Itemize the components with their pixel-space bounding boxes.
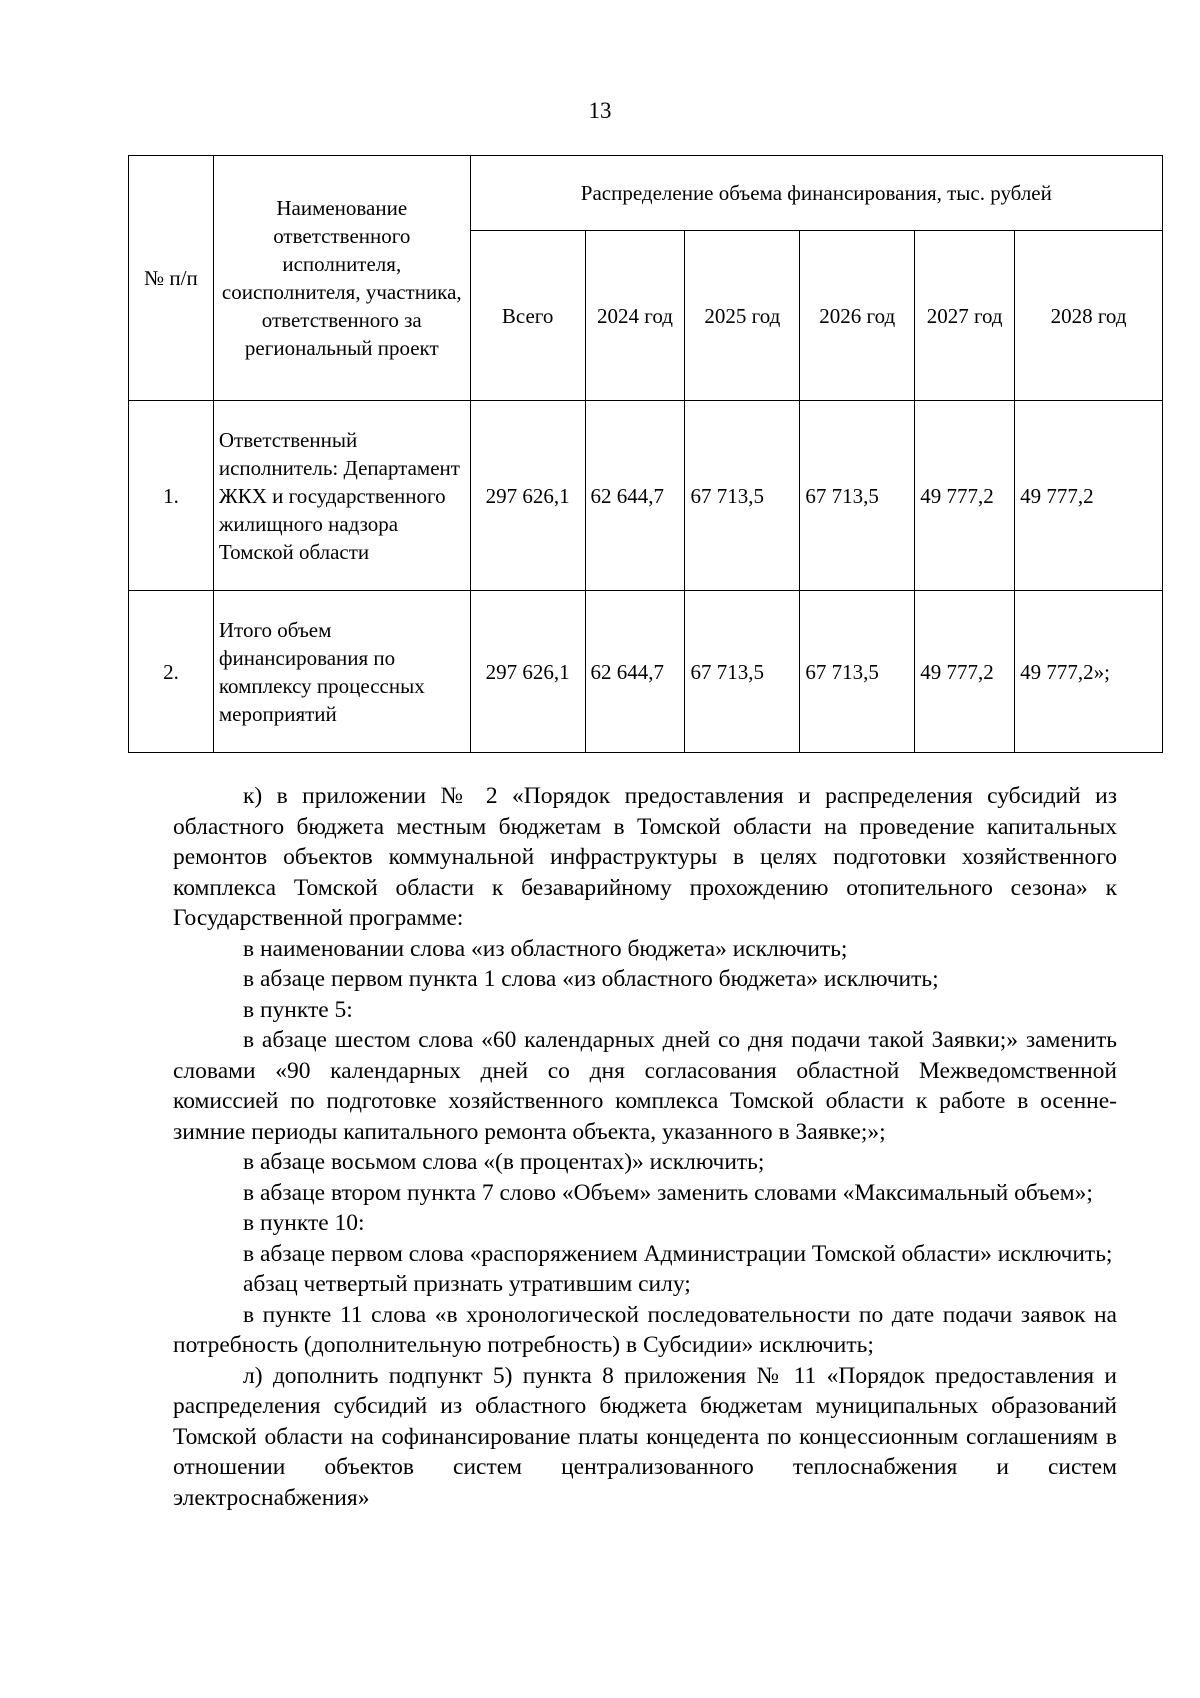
paragraph: в пункте 5: (243, 996, 353, 1023)
paragraph: в абзаце первом пункта 1 слова «из областного бюджета» исключить; (243, 966, 939, 992)
paragraph: в абзаце первом слова «распоряжением Администрации Томской области» исключить; (243, 1240, 1113, 1267)
header-year-2024: 2024 год (585, 231, 685, 401)
paragraph: к) в приложении № 2 «Порядок предоставления и распределения субсидий из областного бюджета местным бюджетам в Томской области на проведение капитальных ремонтов объектов коммунальной инфраструктуры в целях подготовки хозяйственного комплекса Томской области к безаварийному прохождению отопительного сезона» к Государственной программе: (173, 783, 1117, 931)
table-row (129, 401, 1163, 591)
row-value-2025: 67 713,5 (685, 591, 800, 753)
header-year-2026: 2026 год (800, 231, 915, 401)
row-value-2026: 67 713,5 (800, 591, 915, 753)
paragraph: абзац четвертый признать утратившим силу; (243, 1271, 691, 1297)
row-value-2028: 49 777,2»; (1015, 591, 1163, 753)
row-value-2024: 62 644,7 (585, 591, 685, 753)
row-name: Ответственный исполнитель: Департамент ЖКХ и государственного жилищного надзора Томской области (213, 401, 470, 591)
row-value-2026: 67 713,5 (800, 401, 915, 591)
row-value-2025: 67 713,5 (685, 401, 800, 591)
paragraph: в пункте 11 слова «в хронологической последовательности по дате подачи заявок на потребность (дополнительную потребность) в Субсидии» исключить; (173, 1301, 1117, 1358)
financing-table (128, 155, 1163, 753)
paragraph: в абзаце восьмом слова «(в процентах)» исключить; (243, 1149, 765, 1175)
row-value-2028: 49 777,2 (1015, 401, 1163, 591)
paragraph: в абзаце втором пункта 7 слово «Объем» заменить словами «Максимальный объем»; (243, 1179, 1093, 1206)
row-value-2027: 49 777,2 (915, 401, 1015, 591)
row-total: 297 626,1 (470, 591, 585, 753)
row-number: 2. (129, 591, 214, 753)
header-executor: Наименование ответственного исполнителя, соисполнителя, участника, ответственного за региональный проект (213, 156, 470, 401)
paragraph: л) дополнить подпункт 5) пункта 8 приложения № 11 «Порядок предоставления и распределения субсидий из областного бюджета бюджетам муниципальных образований Томской области на софинансирование платы концедента по концессионным соглашениям в отношении объектов систем централизованного теплоснабжения и систем электроснабжения» (173, 1362, 1117, 1511)
header-year-2025: 2025 год (685, 231, 800, 401)
header-year-2027: 2027 год (915, 231, 1015, 401)
row-total: 297 626,1 (470, 401, 585, 591)
row-name: Итого объем финансирования по комплексу процессных мероприятий (213, 591, 470, 753)
row-number: 1. (129, 401, 214, 591)
paragraph: в абзаце шестом слова «60 календарных дней со дня подачи такой Заявки;» заменить словами «90 календарных дней со дня согласования областной Межведомственной комиссией по подготовке хозяйственного комплекса Томской области к работе в осенне-зимние периоды капитального ремонта объекта, указанного в Заявке;»; (173, 1027, 1117, 1145)
row-value-2027: 49 777,2 (915, 591, 1015, 753)
header-year-2028: 2028 год (1015, 231, 1163, 401)
table-row (129, 591, 1163, 753)
header-number: № п/п (129, 156, 214, 401)
paragraph: в пункте 10: (243, 1210, 365, 1236)
header-total: Всего (470, 231, 585, 401)
header-distribution: Распределение объема финансирования, тыс. рублей (470, 156, 1162, 231)
paragraph: в наименовании слова «из областного бюджета» исключить; (243, 935, 848, 962)
body-text (173, 781, 1117, 1513)
page-number: 13 (588, 98, 612, 123)
row-value-2024: 62 644,7 (585, 401, 685, 591)
